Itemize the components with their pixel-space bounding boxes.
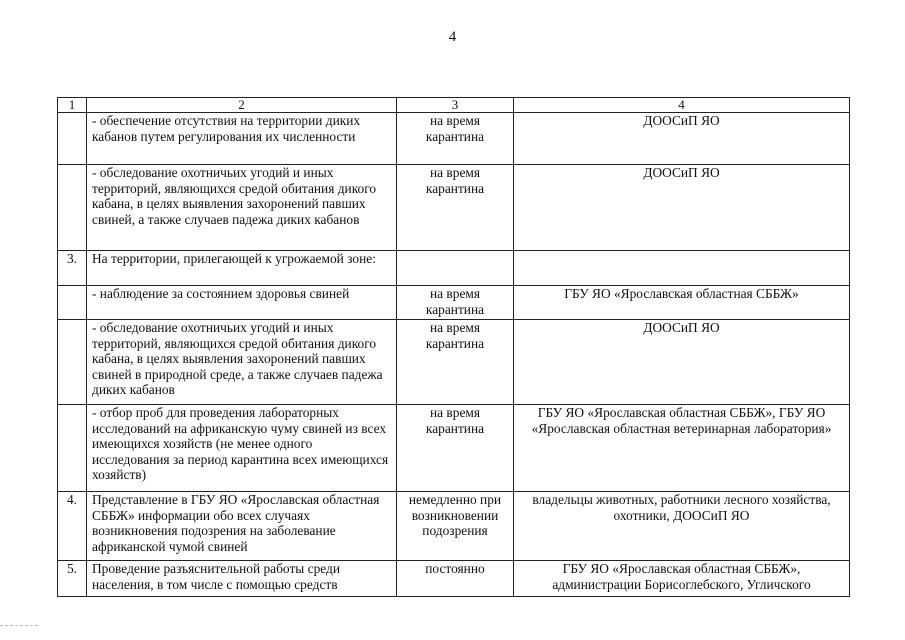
measures-table [57, 97, 850, 597]
table-row [58, 320, 850, 405]
row-action: - наблюдение за состоянием здоровья свиней [87, 286, 397, 320]
row-number [58, 405, 87, 492]
row-number [58, 320, 87, 405]
row-term: на время карантина [397, 320, 514, 405]
row-responsible [514, 251, 850, 286]
row-term: на время карантина [397, 113, 514, 165]
row-action: - обследование охотничьих угодий и иных территорий, являющихся средой обитания дикого кабана, в целях выявления захоронений павших свиней, а также случаев падежа диких кабанов [87, 165, 397, 251]
table-row [58, 405, 850, 492]
row-number: 3. [58, 251, 87, 286]
row-responsible: ДООСиП ЯО [514, 320, 850, 405]
header-cell-col3: 3 [397, 98, 514, 113]
row-term: постоянно [397, 561, 514, 597]
row-action: - обследование охотничьих угодий и иных территорий, являющихся средой обитания дикого кабана, в целях выявления захоронений павших свиней в природной среде, а также случаев падежа диких кабанов [87, 320, 397, 405]
row-number: 5. [58, 561, 87, 597]
row-responsible: ДООСиП ЯО [514, 165, 850, 251]
table-header-row [58, 98, 850, 113]
row-number [58, 113, 87, 165]
row-responsible: владельцы животных, работники лесного хозяйства, охотники, ДООСиП ЯО [514, 492, 850, 561]
row-action: Представление в ГБУ ЯО «Ярославская областная СББЖ» информации обо всех случаях возникновения подозрения на заболевание африканской чумой свиней [87, 492, 397, 561]
table-row [58, 286, 850, 320]
row-responsible: ГБУ ЯО «Ярославская областная СББЖ», ГБУ ЯО «Ярославская областная ветеринарная лаборатория» [514, 405, 850, 492]
row-term: на время карантина [397, 165, 514, 251]
table-row [58, 561, 850, 597]
table-row [58, 165, 850, 251]
header-cell-col2: 2 [87, 98, 397, 113]
row-number [58, 165, 87, 251]
page-number: 4 [448, 29, 457, 45]
row-term: на время карантина [397, 286, 514, 320]
header-cell-col1: 1 [58, 98, 87, 113]
row-term [397, 251, 514, 286]
row-number: 4. [58, 492, 87, 561]
row-action: Проведение разъяснительной работы среди населения, в том числе с помощью средств [87, 561, 397, 597]
row-action: - отбор проб для проведения лабораторных исследований на африканскую чуму свиней из всех имеющихся хозяйств (не менее одного исследования за период карантина всех имеющихся хозяйств) [87, 405, 397, 492]
row-term: на время карантина [397, 405, 514, 492]
row-action: На территории, прилегающей к угрожаемой зоне: [87, 251, 397, 286]
row-responsible: ДООСиП ЯО [514, 113, 850, 165]
table-row [58, 113, 850, 165]
scan-edge-mark [0, 625, 38, 626]
row-term: немедленно при возникновении подозрения [397, 492, 514, 561]
row-number [58, 286, 87, 320]
row-responsible: ГБУ ЯО «Ярославская областная СББЖ», администрации Борисоглебского, Угличского [514, 561, 850, 597]
row-action: - обеспечение отсутствия на территории диких кабанов путем регулирования их численности [87, 113, 397, 165]
table-row [58, 251, 850, 286]
table-row [58, 492, 850, 561]
row-responsible: ГБУ ЯО «Ярославская областная СББЖ» [514, 286, 850, 320]
header-cell-col4: 4 [514, 98, 850, 113]
